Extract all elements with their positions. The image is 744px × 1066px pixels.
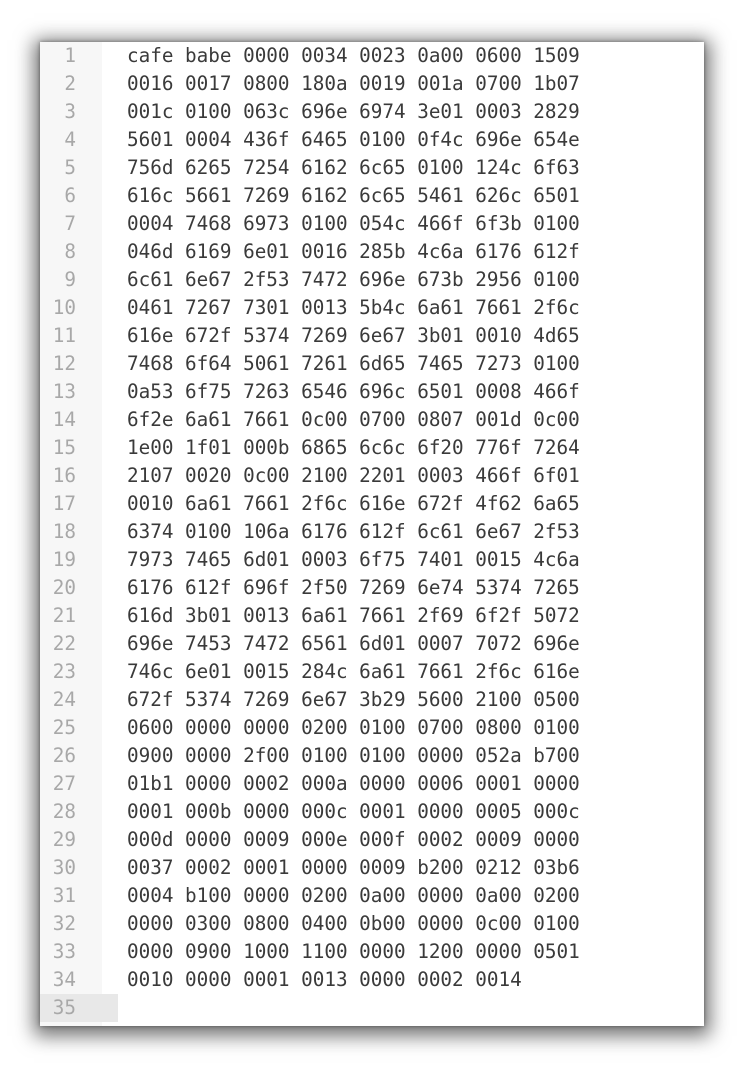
code-line[interactable] [40,406,704,434]
code-line[interactable] [40,462,704,490]
line-hex-content[interactable]: 0000 0900 1000 1100 0000 1200 0000 0501 [127,940,580,963]
code-area[interactable] [40,42,704,1022]
line-number: 35 [52,996,76,1019]
line-number: 21 [52,604,76,627]
line-hex-content[interactable]: 001c 0100 063c 696e 6974 3e01 0003 2829 [127,100,580,123]
line-hex-content[interactable]: 6c61 6e67 2f53 7472 696e 673b 2956 0100 [127,268,580,291]
line-number: 22 [52,632,76,655]
code-line[interactable] [40,882,704,910]
line-hex-content[interactable]: 7468 6f64 5061 7261 6d65 7465 7273 0100 [127,352,580,375]
line-number: 23 [52,660,76,683]
line-hex-content[interactable]: 0016 0017 0800 180a 0019 001a 0700 1b07 [127,72,580,95]
code-line[interactable] [40,630,704,658]
line-number: 14 [52,408,76,431]
code-line[interactable] [40,966,704,994]
code-line[interactable] [40,770,704,798]
line-hex-content[interactable]: 0001 000b 0000 000c 0001 0000 0005 000c [127,800,580,823]
code-line[interactable] [40,266,704,294]
line-number: 31 [52,884,76,907]
line-hex-content[interactable]: 0004 b100 0000 0200 0a00 0000 0a00 0200 [127,884,580,907]
line-hex-content[interactable]: 0000 0300 0800 0400 0b00 0000 0c00 0100 [127,912,580,935]
line-number: 19 [52,548,76,571]
line-number: 30 [52,856,76,879]
code-line[interactable] [40,854,704,882]
line-hex-content[interactable]: 616d 3b01 0013 6a61 7661 2f69 6f2f 5072 [127,604,580,627]
code-line[interactable] [40,294,704,322]
code-line[interactable] [40,742,704,770]
line-hex-content[interactable]: 0037 0002 0001 0000 0009 b200 0212 03b6 [127,856,580,879]
line-hex-content[interactable]: 7973 7465 6d01 0003 6f75 7401 0015 4c6a [127,548,580,571]
line-hex-content[interactable]: 6176 612f 696f 2f50 7269 6e74 5374 7265 [127,576,580,599]
line-number: 3 [64,100,76,123]
code-line[interactable] [40,658,704,686]
hex-editor-window [40,42,704,1026]
line-hex-content[interactable]: 0010 6a61 7661 2f6c 616e 672f 4f62 6a65 [127,492,580,515]
line-hex-content[interactable]: 6f2e 6a61 7661 0c00 0700 0807 001d 0c00 [127,408,580,431]
code-line[interactable] [40,714,704,742]
line-hex-content[interactable]: 746c 6e01 0015 284c 6a61 7661 2f6c 616e [127,660,580,683]
line-number: 7 [64,212,76,235]
line-number: 4 [64,128,76,151]
code-line[interactable] [40,42,704,70]
line-hex-content[interactable]: 0004 7468 6973 0100 054c 466f 6f3b 0100 [127,212,580,235]
code-line[interactable] [40,378,704,406]
line-hex-content[interactable]: 0010 0000 0001 0013 0000 0002 0014 [127,968,522,991]
code-line[interactable] [40,210,704,238]
line-number: 34 [52,968,76,991]
line-number: 15 [52,436,76,459]
line-hex-content[interactable]: 696e 7453 7472 6561 6d01 0007 7072 696e [127,632,580,655]
code-line[interactable] [40,434,704,462]
line-hex-content[interactable]: 0a53 6f75 7263 6546 696c 6501 0008 466f [127,380,580,403]
code-line[interactable] [40,826,704,854]
line-hex-content[interactable]: 616e 672f 5374 7269 6e67 3b01 0010 4d65 [127,324,580,347]
code-line[interactable] [40,238,704,266]
line-hex-content[interactable]: 6374 0100 106a 6176 612f 6c61 6e67 2f53 [127,520,580,543]
line-hex-content[interactable]: cafe babe 0000 0034 0023 0a00 0600 1509 [127,44,580,67]
line-hex-content[interactable]: 1e00 1f01 000b 6865 6c6c 6f20 776f 7264 [127,436,580,459]
code-line[interactable] [40,546,704,574]
line-hex-content[interactable]: 0600 0000 0000 0200 0100 0700 0800 0100 [127,716,580,739]
line-hex-content[interactable]: 616c 5661 7269 6162 6c65 5461 626c 6501 [127,184,580,207]
line-number: 27 [52,772,76,795]
line-hex-content[interactable]: 0461 7267 7301 0013 5b4c 6a61 7661 2f6c [127,296,580,319]
line-number: 33 [52,940,76,963]
line-hex-content[interactable]: 046d 6169 6e01 0016 285b 4c6a 6176 612f [127,240,580,263]
code-line[interactable] [40,126,704,154]
code-line[interactable] [40,154,704,182]
line-number: 9 [64,268,76,291]
line-number: 32 [52,912,76,935]
line-number: 12 [52,352,76,375]
line-number: 20 [52,576,76,599]
code-line[interactable] [40,938,704,966]
code-line[interactable] [40,182,704,210]
line-hex-content[interactable]: 5601 0004 436f 6465 0100 0f4c 696e 654e [127,128,580,151]
line-number: 8 [64,240,76,263]
code-line[interactable] [40,574,704,602]
code-line[interactable] [40,686,704,714]
line-number: 29 [52,828,76,851]
line-number: 13 [52,380,76,403]
line-number: 28 [52,800,76,823]
line-number: 26 [52,744,76,767]
line-hex-content[interactable]: 756d 6265 7254 6162 6c65 0100 124c 6f63 [127,156,580,179]
line-number: 5 [64,156,76,179]
line-number: 6 [64,184,76,207]
code-line[interactable] [40,98,704,126]
line-hex-content[interactable]: 672f 5374 7269 6e67 3b29 5600 2100 0500 [127,688,580,711]
line-number: 1 [64,44,76,67]
line-number: 2 [64,72,76,95]
line-number: 16 [52,464,76,487]
line-hex-content[interactable]: 0900 0000 2f00 0100 0100 0000 052a b700 [127,744,580,767]
code-line[interactable] [40,322,704,350]
code-line[interactable] [40,70,704,98]
code-line[interactable] [40,602,704,630]
code-line[interactable] [40,910,704,938]
line-number: 17 [52,492,76,515]
line-number: 10 [52,296,76,319]
code-line[interactable] [40,518,704,546]
code-line[interactable] [40,350,704,378]
line-hex-content[interactable]: 01b1 0000 0002 000a 0000 0006 0001 0000 [127,772,580,795]
line-number: 24 [52,688,76,711]
line-number: 18 [52,520,76,543]
line-number: 11 [52,324,76,347]
code-line[interactable] [40,994,704,1022]
code-line[interactable] [40,490,704,518]
line-hex-content[interactable]: 2107 0020 0c00 2100 2201 0003 466f 6f01 [127,464,580,487]
code-line[interactable] [40,798,704,826]
line-number: 25 [52,716,76,739]
line-hex-content[interactable]: 000d 0000 0009 000e 000f 0002 0009 0000 [127,828,580,851]
